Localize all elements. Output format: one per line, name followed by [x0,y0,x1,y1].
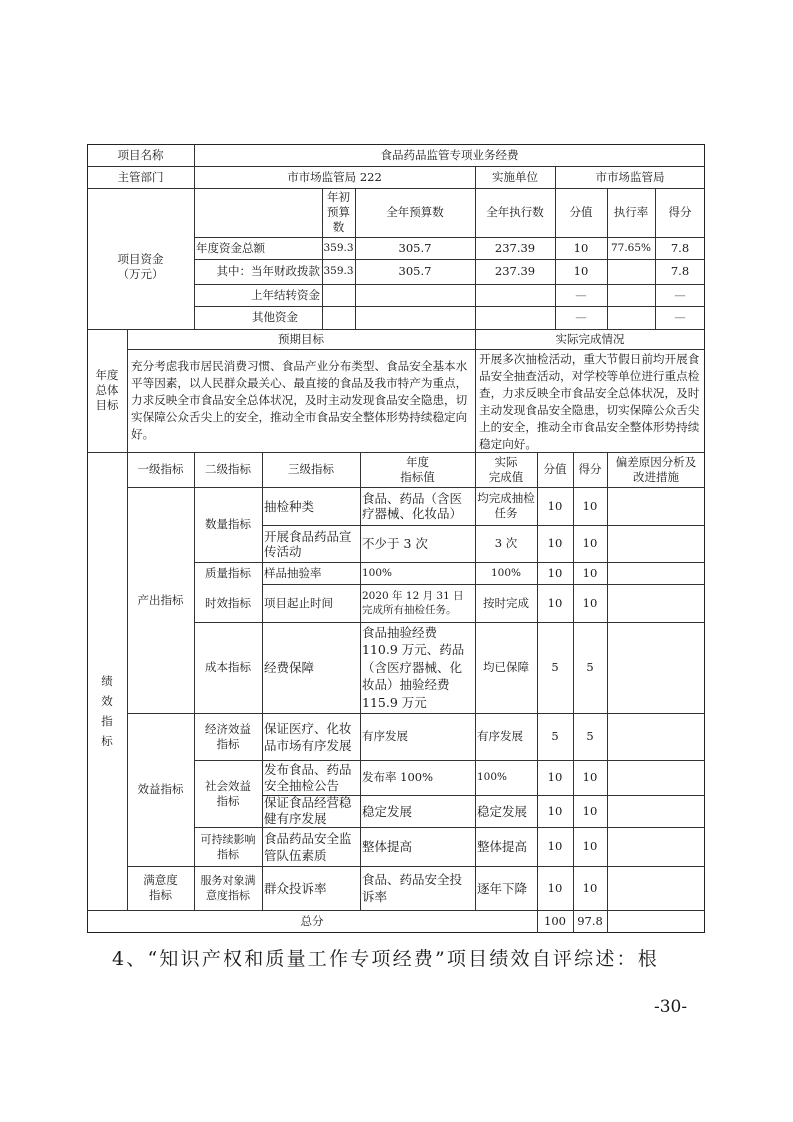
goals-label: 年度 总体 目标 [95,368,119,412]
l1-benefit: 效益指标 [137,782,184,796]
dept-label: 主管部门 [117,169,164,184]
fund-row-executed: 237.39 [494,264,536,278]
perf-header-score: 得分 [578,462,602,476]
perf-row-score-value: 10 [547,839,563,853]
perf-header-l2: 二级指标 [205,462,251,476]
fund-row-rate: 77.65% [610,241,652,254]
body-paragraph: 4、“知识产权和质量工作专项经费”项目绩效自评综述：根 [112,948,659,970]
fund-row-initial: 359.3 [323,265,354,277]
perf-row-score: 10 [582,595,598,610]
perf-row-actual: 均已保障 [483,660,529,674]
project-name-value: 食品药品监管专项业务经费 [380,147,519,162]
funds-header-executed: 全年执行数 [486,205,544,219]
perf-row-score-value: 10 [547,536,563,550]
fund-row-score: — [674,310,686,324]
fund-row-name: 其中：当年财政拨款 [216,264,320,278]
l2-timeliness: 时效指标 [205,595,251,610]
perf-row-l3: 保证食品经营稳健有序发展 [264,795,352,826]
perf-row-score-value: 5 [551,729,559,743]
funds-header-score: 得分 [668,205,692,219]
perf-row-l3: 保证医疗、化妆品市场有序发展 [264,720,352,753]
fund-row-rate [607,259,655,284]
goals-expected-header: 预期目标 [278,331,324,346]
perf-row-score: 5 [586,660,594,674]
fund-row-score-value: 10 [573,264,589,278]
l2-sustainable: 可持续影响 指标 [200,832,256,861]
goals-actual-header: 实际完成情况 [555,331,625,346]
performance-label: 绩 效 指 标 [101,674,113,748]
perf-row-score: 10 [582,803,598,818]
fund-row-score: 7.8 [670,240,690,255]
total-score: 97.8 [577,914,603,928]
perf-row-score: 5 [586,729,594,743]
fund-row-budget: 305.7 [398,264,432,278]
dept-value: 市市场监管局 222 [287,169,382,184]
l2-cost: 成本指标 [205,660,251,674]
perf-row-l3: 食品药品安全监管队伍素质 [264,830,352,863]
perf-row-score-value: 10 [547,565,563,580]
perf-row-target: 不少于 3 次 [362,536,428,551]
l2-service: 服务对象满 意度指标 [200,874,256,902]
perf-row-l3: 抽检种类 [264,498,315,514]
perf-row-score: 10 [582,565,598,580]
perf-row-score-value: 10 [547,770,563,784]
fund-row-name: 上年结转资金 [251,287,320,302]
l1-satisfaction: 满意度 指标 [143,873,178,902]
perf-row-target: 食品、药品安全投诉率 [362,872,463,904]
impl-value: 市市场监管局 [595,169,665,184]
perf-row-score: 10 [582,770,598,784]
perf-row-actual: 有序发展 [477,729,523,743]
perf-row-actual: 均完成抽检任务 [477,491,535,520]
perf-row-target: 2020 年 12 月 31 日完成所有抽检任务。 [362,590,464,616]
perf-row-score-value: 10 [547,595,563,610]
funds-header-score-value: 分值 [569,205,593,219]
perf-row-target: 食品、药品（含医疗器械、化妆品） [362,491,463,521]
perf-row-score: 10 [582,536,598,550]
perf-row-actual: 整体提高 [477,839,528,854]
project-name-label: 项目名称 [117,147,164,162]
perf-row-l3: 发布食品、药品安全抽检公告 [264,761,352,793]
fund-row-score-value: 10 [573,240,589,255]
perf-row-l3: 样品抽验率 [264,565,322,580]
funds-label: 项目资金 （万元） [117,251,164,281]
fund-row-score-value: — [575,310,587,324]
perf-row-score: 10 [582,880,598,895]
perf-header-deviation: 偏差原因分析及 改进措施 [615,454,697,484]
page-number: -30- [654,997,688,1017]
perf-row-target: 食品抽验经费 110.9 万元、药品 （含医疗器械、化 妆品）抽验经费 115.9 万元 [362,624,465,710]
fund-row-initial: 359.3 [323,241,354,254]
l2-quality: 质量指标 [205,565,251,580]
perf-header-target: 年度 指标值 [400,454,435,484]
perf-row-l3: 开展食品药品宣传活动 [264,528,352,559]
total-score-value: 100 [544,914,566,928]
perf-row-actual: 按时完成 [483,595,529,610]
total-label: 总分 [300,914,324,928]
impl-label: 实施单位 [492,169,538,184]
fund-row-name: 年度资金总额 [196,240,265,255]
funds-header-budget: 全年预算数 [386,205,444,219]
l1-output: 产出指标 [137,592,184,607]
fund-row-executed: 237.39 [494,240,536,255]
perf-row-l3: 群众投诉率 [264,880,327,896]
fund-row-score: — [674,287,686,302]
funds-header-initial: 年初 预算 数 [327,190,350,234]
perf-row-target: 发布率 100% [362,770,434,784]
fund-row-budget: 305.7 [398,240,432,255]
perf-row-l3: 经费保障 [264,660,315,675]
l2-social: 社会效益 指标 [205,778,251,808]
funds-header-rate: 执行率 [613,205,649,219]
perf-row-score-value: 10 [547,498,563,513]
fund-row-score-value: — [575,287,587,302]
perf-row-target: 100% [362,566,393,579]
perf-row-actual: 逐年下降 [477,880,528,896]
fund-row-name: 其他资金 [252,310,298,324]
l2-economic: 经济效益 指标 [205,721,251,751]
perf-row-target: 稳定发展 [362,803,413,819]
perf-header-score-value: 分值 [543,462,567,476]
perf-header-l1: 一级指标 [137,462,184,476]
fund-row-score: 7.8 [670,264,690,278]
perf-row-score-value: 10 [547,880,563,895]
perf-row-l3: 项目起止时间 [264,595,333,610]
perf-row-actual: 100% [490,566,522,579]
perf-row-score-value: 10 [547,803,563,818]
perf-row-target: 有序发展 [362,729,408,743]
perf-row-score: 10 [582,839,598,853]
perf-header-actual: 实际 完成值 [488,454,524,484]
perf-header-l3: 三级指标 [288,462,334,476]
perf-row-actual: 100% [477,771,508,783]
perf-row-score-value: 5 [551,660,559,674]
goals-expected-text: 充分考虑我市居民消费习惯、食品产业分布类型、食品安全基本水平等因素，以人民群众最关心、最直接的食品及我市特产为重点，力求反映全市食品安全总体状况，及时主动发现食品安全隐患，切实保障公众舌尖上的安全，推动全市食品安全整体形势持续稳定向好。 [131,359,468,441]
l2-quantity: 数量指标 [205,517,251,531]
perf-row-actual: 稳定发展 [477,803,528,819]
perf-row-score: 10 [582,498,598,513]
perf-row-actual: 3 次 [494,536,518,550]
perf-row-target: 整体提高 [362,839,413,854]
goals-actual-text: 开展多次抽检活动，重大节假日前均开展食品安全抽查活动，对学校等单位进行重点检查，力求反映全市食品安全总体状况，及时主动发现食品安全隐患，切实保障公众舌尖上的安全，推动全市食品安全整体形势持续稳定向好。 [479,352,700,451]
